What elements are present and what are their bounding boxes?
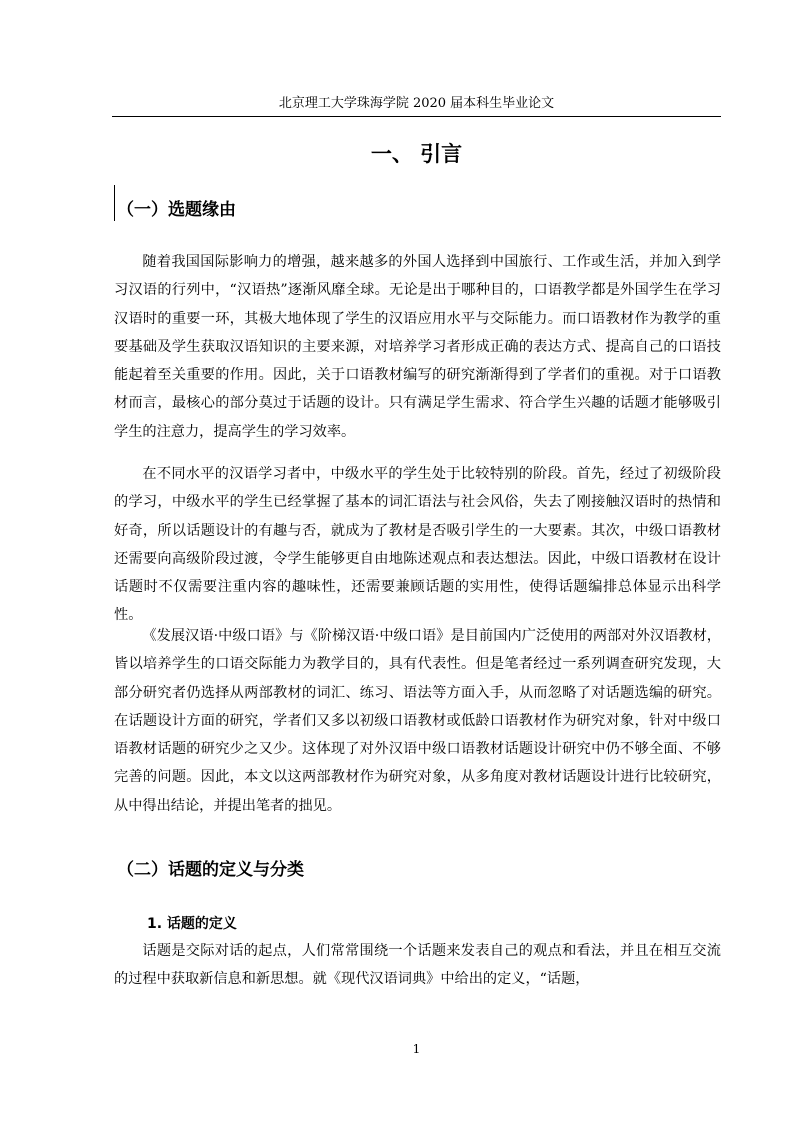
- paragraph-2: 在不同水平的汉语学习者中，中级水平的学生处于比较特别的阶段。首先，经过了初级阶段的学习，中级水平的学生已经掌握了基本的词汇语法与社会风俗，失去了刚接触汉语时的热情和好奇，所以话题设计的有趣与否，就成为了教材是否吸引学生的一大要素。其次，中级口语教材还需要向高级阶段过渡，令学生能够更自由地陈述观点和表达想法。因此，中级口语教材在设计话题时不仅需要注重内容的趣味性，还需要兼顾话题的实用性，使得话题编排总体显示出科学性。: [114, 466, 721, 624]
- subsection-title-1: 1. 话题的定义: [147, 916, 237, 932]
- paragraph-3: 《发展汉语·中级口语》与《阶梯汉语·中级口语》是目前国内广泛使用的两部对外汉语教材，皆以培养学生的口语交际能力为教学目的，具有代表性。但是笔者经过一系列调查研究发现，大部分研究者仍选择从两部教材的词汇、练习、语法等方面入手，从而忽略了对话题选编的研究。在话题设计方面的研究，学者们又多以初级口语教材或低龄口语教材作为研究对象，针对中级口语教材话题的研究少之又少。这体现了对外汉语中级口语教材话题设计研究中仍不够全面、不够完善的问题。因此，本文以这两部教材作为研究对象，从多角度对教材话题设计进行比较研究，从中得出结论，并提出笔者的拙见。: [114, 628, 721, 814]
- chapter-title: 一、 引言: [370, 142, 463, 166]
- paragraph-1: 随着我国国际影响力的增强，越来越多的外国人选择到中国旅行、工作或生活，并加入到学习汉语的行列中，“汉语热”逐渐风靡全球。无论是出于哪种目的，口语教学都是外国学生在学习汉语时的重要一环，其极大地体现了学生的汉语应用水平与交际能力。而口语教材作为教学的重要基础及学生获取汉语知识的主要来源，对培养学习者形成正确的表达方式、提高自己的口语技能起着至关重要的作用。因此，关于口语教材编写的研究渐渐得到了学者们的重视。对于口语教材而言，最核心的部分莫过于话题的设计。只有满足学生需求、符合学生兴趣的话题才能够吸引学生的注意力，提高学生的学习效率。: [114, 254, 721, 440]
- header-rule: [112, 116, 721, 117]
- paragraph-4: 话题是交际对话的起点，人们常常围绕一个话题来发表自己的观点和看法，并且在相互交流的过程中获取新信息和新思想。就《现代汉语词典》中给出的定义，“话题，: [114, 943, 721, 988]
- page-number: 1: [412, 1042, 421, 1056]
- page-header: 北京理工大学珠海学院 2020 届本科生毕业论文: [278, 96, 555, 111]
- text-cursor: [114, 185, 115, 221]
- section-title-1: （一）选题缘由: [117, 200, 236, 220]
- section-title-2: （二）话题的定义与分类: [117, 860, 304, 880]
